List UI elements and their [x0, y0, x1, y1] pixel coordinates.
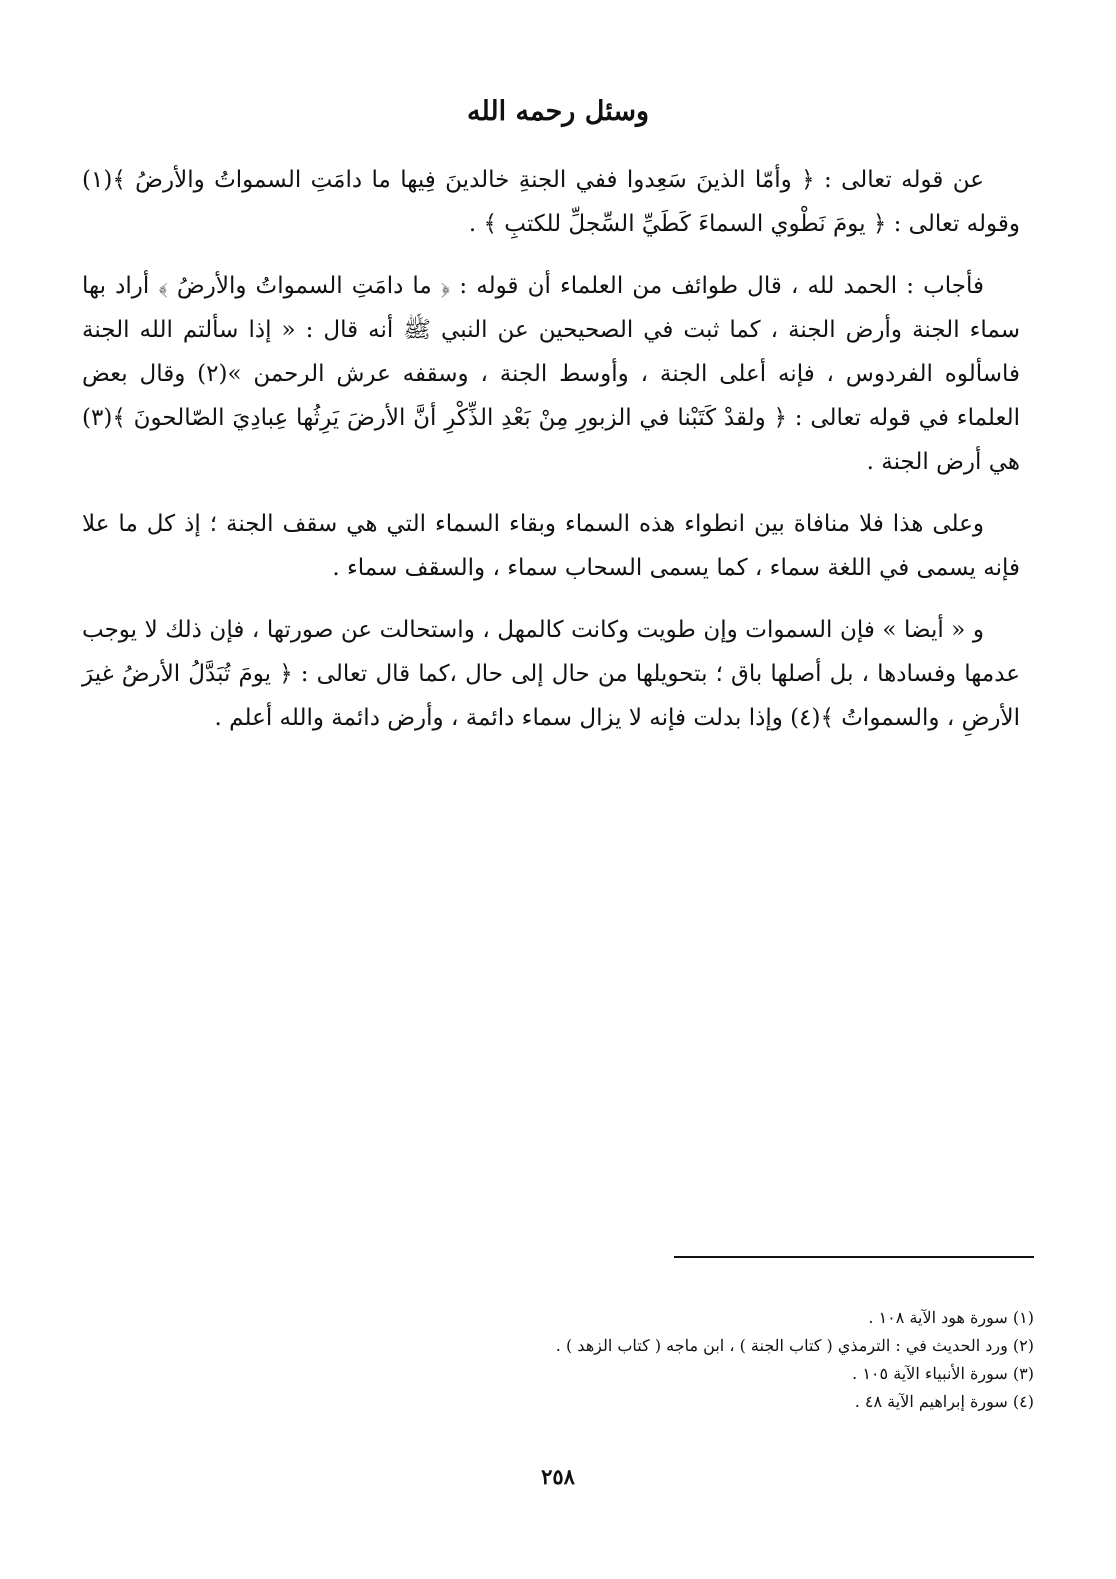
- body-text: [82, 158, 1020, 758]
- footnote-item: (١) سورة هود الآية ١٠٨ .: [868, 1308, 1034, 1327]
- paragraph-also: و « أيضا » فإن السموات وإن طويت وكانت كالمهل ، واستحالت عن صورتها ، فإن ذلك لا يوجب عدمها وفسادها ، بل أصلها باق ؛ بتحويلها من حال إلى حال ،كما قال تعالى : ﴿ يومَ تُبَدَّلُ الأرضُ غيرَ الأرضِ ، والسمواتُ ﴾(٤) وإذا بدلت فإنه لا يزال سماء دائمة ، وأرض دائمة والله أعلم .: [82, 617, 1020, 731]
- paragraph-question: عن قوله تعالى : ﴿ وأمّا الذينَ سَعِدوا ففي الجنةِ خالدينَ فِيها ما دامَتِ السمواتُ والأرضُ ﴾(١) وقوله تعالى : ﴿ يومَ نَطْوي السماءَ كَطَيِّ السِّجلِّ للكتبِ ﴾ .: [82, 167, 1020, 237]
- paragraph-answer: فأجاب : الحمد لله ، قال طوائف من العلماء أن قوله : ﴿ ما دامَتِ السمواتُ والأرضُ ﴾ أراد بها سماء الجنة وأرض الجنة ، كما ثبت في الصحيحين عن النبي ﷺ أنه قال : « إذا سألتم الله الجنة فاسألوه الفردوس ، فإنه أعلى الجنة ، وأوسط الجنة ، وسقفه عرش الرحمن »(٢) وقال بعض العلماء في قوله تعالى : ﴿ ولقدْ كَتَبْنا في الزبورِ مِنْ بَعْدِ الذِّكْرِ أنَّ الأرضَ يَرِثُها عِبادِيَ الصّالحونَ ﴾(٣) هي أرض الجنة .: [82, 273, 1020, 475]
- page-heading: وسئل رحمه الله: [466, 96, 649, 127]
- paragraph-no-contradiction: وعلى هذا فلا منافاة بين انطواء هذه السماء وبقاء السماء التي هي سقف الجنة ؛ إذ كل ما علا فإنه يسمى في اللغة سماء ، كما يسمى السحاب سماء ، والسقف سماء .: [82, 511, 1020, 581]
- page-number: ٢٥٨: [541, 1464, 575, 1489]
- footnotes-list: [300, 1304, 1034, 1416]
- footnote-item: (٤) سورة إبراهيم الآية ٤٨ .: [854, 1392, 1034, 1411]
- footnote-item: (٢) ورد الحديث في : الترمذي ( كتاب الجنة ) ، ابن ماجه ( كتاب الزهد ) .: [555, 1336, 1034, 1355]
- footnote-divider: [674, 1256, 1034, 1258]
- footnote-item: (٣) سورة الأنبياء الآية ١٠٥ .: [852, 1364, 1034, 1383]
